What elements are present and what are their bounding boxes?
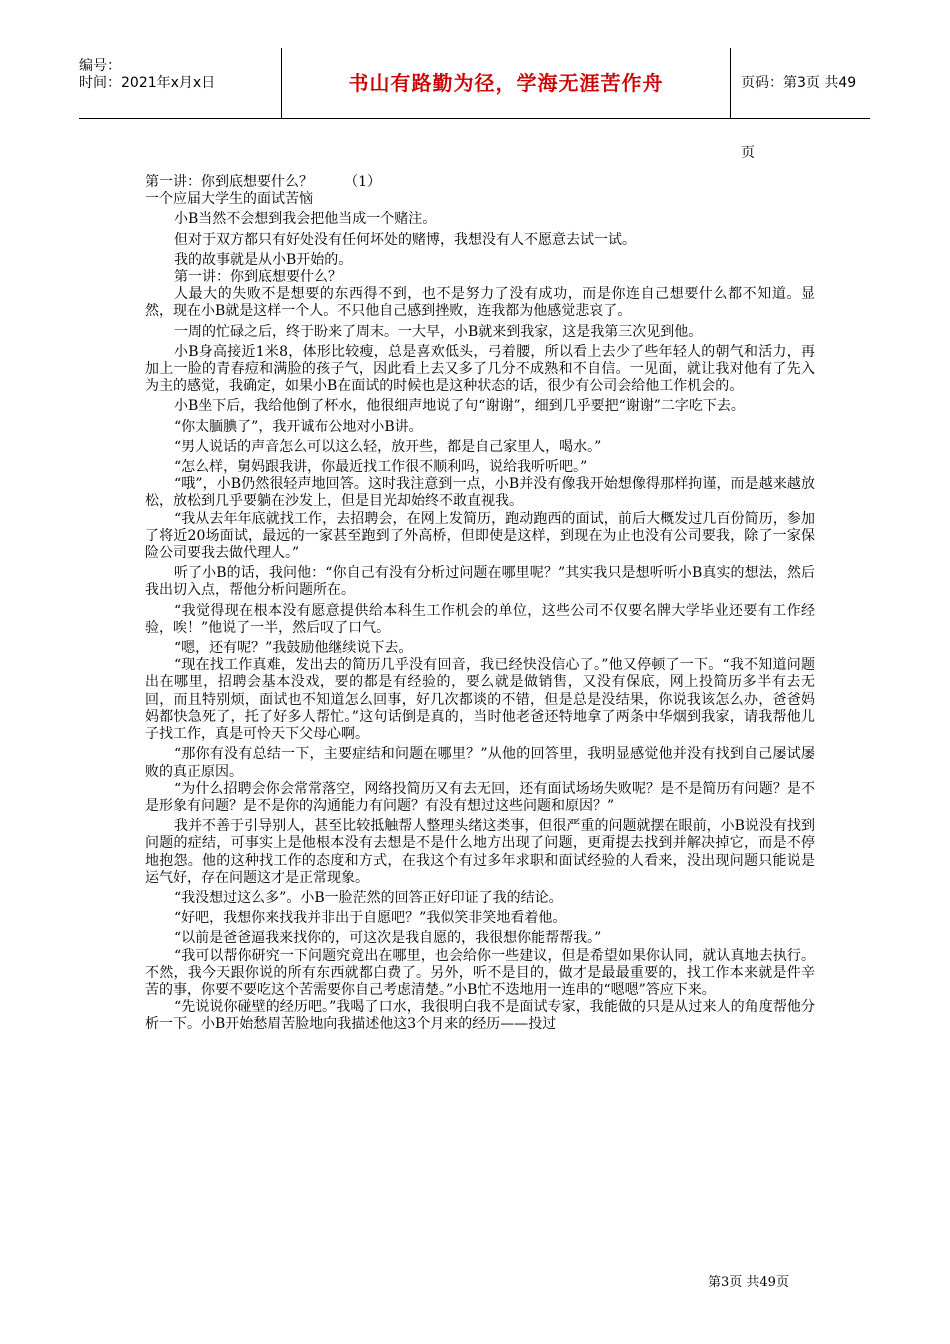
paragraph: “我可以帮你研究一下问题究竟出在哪里，也会给你一些建议，但是希望如果你认同，就认真地去执行。不然，我今天跟你说的所有东西就都白费了。另外，听不是目的，做才是最最重要的，找工作本来就是件辛苦的事，你要不要吃这个苦需要你自己考虑清楚。”小B忙不迭地用一连串的“嗯嗯”答应下来。 [145, 947, 815, 998]
header-motto: 书山有路勤为径，学海无涯苦作舟 [281, 48, 731, 118]
paragraph: “我没想过这么多”。小B一脸茫然的回答正好印证了我的结论。 [174, 889, 563, 906]
paragraph: “好吧，我想你来找我并非出于自愿吧？”我似笑非笑地看着他。 [174, 910, 567, 927]
paragraph: “嗯，还有呢？”我鼓励他继续说下去。 [174, 640, 413, 657]
paragraph: “以前是爸爸逼我来找你的，可这次是我自愿的，我很想你能帮帮我。” [174, 930, 602, 947]
paragraph: 我的故事就是从小B开始的。 [174, 251, 353, 268]
paragraph: 一周的忙碌之后，终于盼来了周末。一大早，小B就来到我家，这是我第三次见到他。 [174, 323, 703, 340]
paragraph: “怎么样，舅妈跟我讲，你最近找工作很不顺利吗，说给我听听吧。” [174, 459, 588, 476]
paragraph: 第一讲：你到底想要什么？ [174, 269, 342, 286]
paragraph: 小B身高接近1米8，体形比较瘦，总是喜欢低头，弓着腰，所以看上去少了些年轻人的朝气和活力，再加上一脸的青春痘和满脸的孩子气，因此看上去又多了几分不成熟和不自信。一见面，就让我对他有了先入为主的感觉，我确定，如果小B在面试的时候也是这种状态的话，很少有公司会给他工作机会的。 [145, 343, 815, 395]
paragraph: “你太腼腆了”，我开诚布公地对小B讲。 [174, 418, 423, 435]
number-label: 编号： [79, 58, 121, 74]
paragraph: 听了小B的话，我问他：“你自己有没有分析过问题在哪里呢？”其实我只是想听听小B真实的想法，然后我出切入点，帮他分析问题所在。 [145, 565, 815, 599]
header-page-code: 页码：第3页 共49页 [741, 75, 857, 161]
paragraph: “我从去年年底就找工作，去招聘会，在网上发简历，跑动跑西的面试，前后大概发过几百份简历，参加了将近20场面试，最远的一家甚至跑到了外高桥，但即使是这样，到现在为止也没有公司要我，除了一家保险公司要我去做代理人。” [145, 510, 815, 562]
paragraph: “男人说话的声音怎么可以这么轻，放开些，都是自己家里人，喝水。” [174, 438, 602, 455]
page-header [79, 48, 870, 161]
paragraph: “哦”，小B仍然很轻声地回答。这时我注意到一点，小B并没有像我开始想像得那样拘谨，而是越来越放松，放松到几乎要躺在沙发上，但是目光却始终不敢直视我。 [145, 476, 815, 510]
paragraph: “为什么招聘会你会常常落空，网络投简历又有去无回，还有面试场场失败呢？是不是简历有问题？是不是形象有问题？是不是你的沟通能力有问题？有没有想过这些问题和原因？” [145, 780, 815, 814]
time-label: 时间：2021年x月x日 [79, 75, 216, 91]
header-meta [79, 48, 281, 118]
paragraph: “先说说你碰壁的经历吧。”我喝了口水，我很明白我不是面试专家，我能做的只是从过来人的角度帮他分析一下。小B开始愁眉苦脸地向我描述他这3个月来的经历——投过 [145, 999, 815, 1033]
paragraph: 我并不善于引导别人，甚至比较抵触帮人整理头绪这类事，但很严重的问题就摆在眼前，小B说没有找到问题的症结，可事实上是他根本没有去想是不是什么地方出现了问题，更甭提去找到并解决掉它，而是不停地抱怨。他的这种找工作的态度和方式，在我这个有过多年求职和面试经验的人看来，没出现问题只能说是运气好，存在问题这才是正常现象。 [145, 818, 815, 886]
paragraph: “那你有没有总结一下，主要症结和问题在哪里？”从他的回答里，我明显感觉他并没有找到自己屡试屡败的真正原因。 [145, 746, 815, 780]
document-body [145, 174, 815, 1034]
page-footer: 第3页 共49页 [708, 1275, 789, 1290]
paragraph: “我觉得现在根本没有愿意提供给本科生工作机会的单位，这些公司不仅要名牌大学毕业还要有工作经验，唉！”他说了一半，然后叹了口气。 [145, 602, 815, 636]
paragraph: 小B坐下后，我给他倒了杯水，他很细声地说了句“谢谢”，细到几乎要把“谢谢”二字吃下去。 [174, 398, 745, 415]
paragraph: 人最大的失败不是想要的东西得不到，也不是努力了没有成功，而是你连自己想要什么都不知道。显然，现在小B就是这样一个人。不只他自己感到挫败，连我都为他感觉悲哀了。 [145, 286, 815, 320]
paragraph: 但对于双方都只有好处没有任何坏处的赌博，我想没有人不愿意去试一试。 [174, 231, 636, 248]
paragraph: 小B当然不会想到我会把他当成一个赌注。 [174, 211, 437, 228]
paragraph: “现在找工作真难，发出去的简历几乎没有回音，我已经快没信心了。”他又停顿了一下。“我不知道问题出在哪里，招聘会基本没戏，要的都是有经验的，要么就是做销售，又没有保底，网上投简历多半有去无回，而且特别烦，面试也不知道怎么回事，好几次都谈的不错，但是总是没结果，你说我该怎么办，爸爸妈妈都快急死了，托了好多人帮忙。”这句话倒是真的，当时他老爸还特地拿了两条中华烟到我家，请我帮他儿子找工作，真是可怜天下父母心啊。 [145, 657, 815, 743]
lecture-subtitle: 一个应届大学生的面试苦恼 [145, 191, 313, 208]
lecture-title: 第一讲：你到底想要什么？ （1） [145, 174, 382, 190]
